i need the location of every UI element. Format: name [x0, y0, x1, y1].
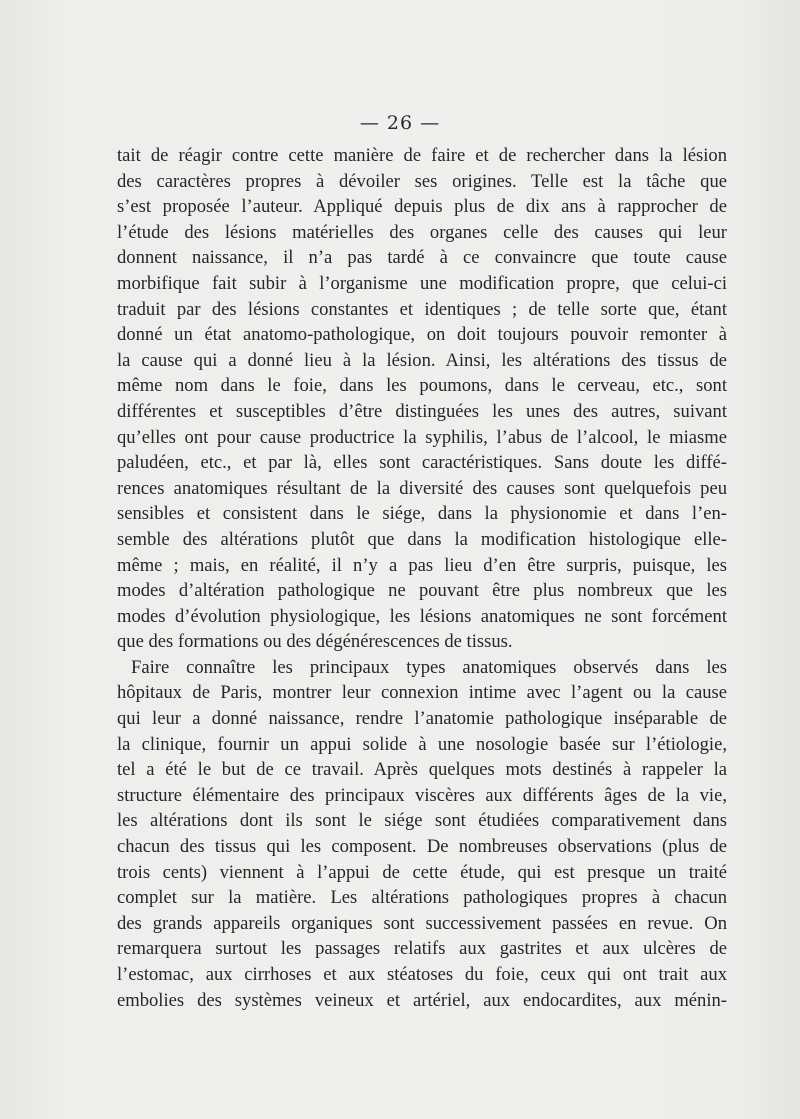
- text-line: l’estomac, aux cirrhoses et aux stéatoses du foie, ceux qui ont trait aux: [117, 964, 727, 985]
- body-text: [117, 143, 727, 1013]
- text-line: donnent naissance, il n’a pas tardé à ce convaincre que toute cause: [117, 247, 727, 269]
- text-line: rences anatomiques résultant de la diversité des causes sont quelquefois peu: [117, 477, 727, 499]
- text-line: différentes et susceptibles d’être distinguées les unes des autres, suivant: [117, 400, 727, 422]
- text-line: structure élémentaire des principaux viscères aux différents âges de la vie,: [117, 784, 727, 806]
- text-line: qu’elles ont pour cause productrice la syphilis, l’abus de l’alcool, le miasme: [117, 426, 727, 448]
- text-line: même ; mais, en réalité, il n’y a pas lieu d’en être surpris, puisque, les: [117, 554, 727, 576]
- text-line: donné un état anatomo-pathologique, on doit toujours pouvoir remonter à: [117, 324, 727, 346]
- text-line: s’est proposée l’auteur. Appliqué depuis plus de dix ans à rapprocher de: [117, 196, 727, 218]
- text-line: sensibles et consistent dans le siége, dans la physionomie et dans l’en-: [117, 503, 727, 525]
- text-line: embolies des systèmes veineux et artériel, aux endocardites, aux ménin-: [117, 989, 727, 1011]
- text-line: tait de réagir contre cette manière de faire et de rechercher dans la lésion: [117, 145, 727, 166]
- text-line: la cause qui a donné lieu à la lésion. Ainsi, les altérations des tissus de: [117, 349, 727, 371]
- text-line: que des formations ou des dégénérescences de tissus.: [117, 631, 513, 653]
- text-line: chacun des tissus qui les composent. De nombreuses observations (plus de: [117, 836, 727, 858]
- text-line: modes d’évolution physiologique, les lésions anatomiques ne sont forcément: [117, 605, 727, 627]
- text-line: morbifique fait subir à l’organisme une modification propre, que celui-ci: [117, 272, 727, 294]
- paragraph-2: [117, 655, 727, 1013]
- text-line: complet sur la matière. Les altérations pathologiques propres à chacun: [117, 887, 727, 909]
- text-line: Faire connaître les principaux types anatomiques observés dans les: [131, 656, 727, 678]
- text-line: modes d’altération pathologique ne pouvant être plus nombreux que les: [117, 580, 727, 602]
- page-number: — 26 —: [359, 112, 441, 134]
- text-line: des caractères propres à dévoiler ses origines. Telle est la tâche que: [117, 170, 727, 192]
- text-line: même nom dans le foie, dans les poumons, dans le cerveau, etc., sont: [117, 375, 727, 397]
- text-line: trois cents) viennent à l’appui de cette étude, qui est presque un traité: [117, 861, 727, 883]
- text-line: semble des altérations plutôt que dans la modification histologique elle-: [117, 528, 727, 550]
- text-line: traduit par des lésions constantes et identiques ; de telle sorte que, étant: [117, 298, 727, 320]
- text-line: la clinique, fournir un appui solide à une nosologie basée sur l’étiologie,: [117, 733, 727, 755]
- text-line: l’étude des lésions matérielles des organes celle des causes qui leur: [117, 221, 727, 243]
- text-line: hôpitaux de Paris, montrer leur connexion intime avec l’agent ou la cause: [117, 682, 727, 704]
- text-line: tel a été le but de ce travail. Après quelques mots destinés à rappeler la: [117, 759, 727, 781]
- text-line: les altérations dont ils sont le siége sont étudiées comparativement dans: [117, 810, 727, 832]
- text-line: remarquera surtout les passages relatifs aux gastrites et aux ulcères de: [117, 938, 727, 960]
- text-line: paludéen, etc., et par là, elles sont caractéristiques. Sans doute les diffé-: [117, 452, 727, 474]
- text-line: des grands appareils organiques sont successivement passées en revue. On: [117, 912, 727, 934]
- paragraph-1: [117, 143, 727, 655]
- text-line: qui leur a donné naissance, rendre l’anatomie pathologique inséparable de: [117, 708, 727, 730]
